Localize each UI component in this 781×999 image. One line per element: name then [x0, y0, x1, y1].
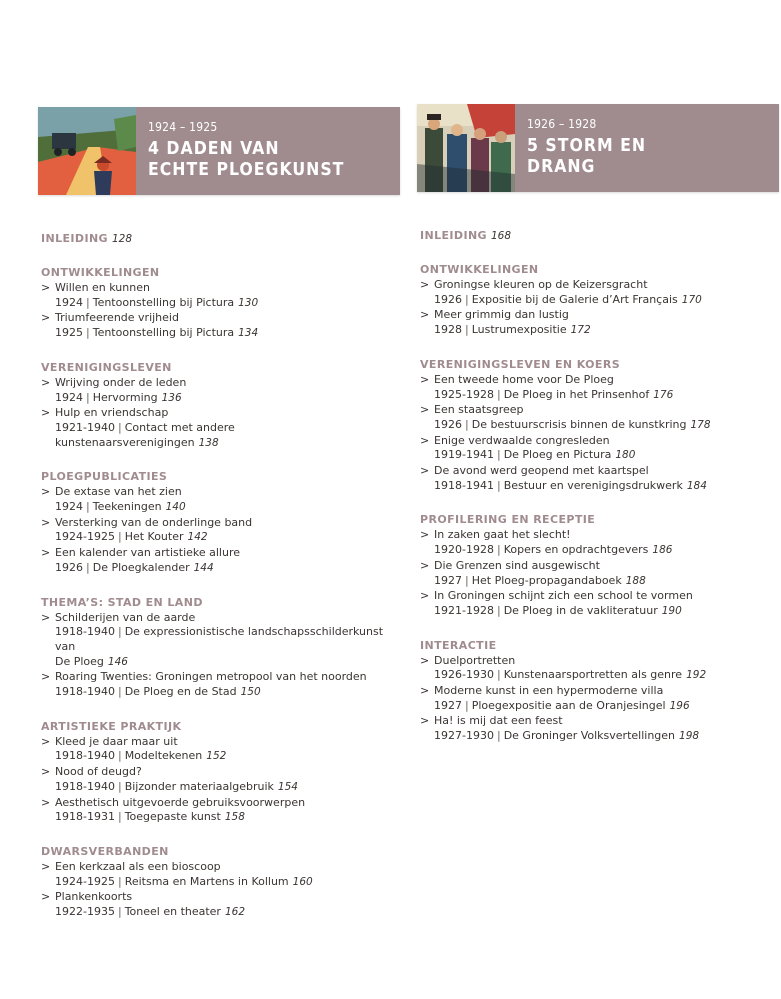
intro-line[interactable]	[41, 227, 400, 246]
page-number: 184	[686, 479, 707, 492]
entry-title	[38, 860, 400, 875]
toc-entry[interactable]	[38, 765, 400, 794]
entry-subtitle: Bijzonder materiaalgebruik	[124, 779, 274, 793]
entry-detail	[417, 604, 779, 619]
page-number: 146	[107, 655, 128, 668]
entry-title-text: Willen en kunnen	[55, 281, 150, 294]
entry-subtitle: De Ploeg en Pictura	[503, 448, 612, 462]
page-number: 160	[292, 875, 313, 888]
entry-subtitle: Kopers en opdrachtgevers	[503, 543, 649, 557]
toc-entry[interactable]	[38, 376, 400, 405]
toc-entry[interactable]	[417, 589, 779, 618]
page-number: 162	[224, 906, 246, 919]
chevron-right-icon: >	[420, 433, 430, 447]
section-heading: PROFILERING EN RECEPTIE	[420, 513, 596, 527]
intro-line[interactable]	[420, 224, 779, 243]
entry-title	[417, 464, 779, 479]
entry-subtitle: Modeltekenen	[124, 749, 203, 763]
entry-title	[417, 654, 779, 669]
entry-detail	[38, 905, 400, 920]
entry-years: 1924-1925	[55, 874, 115, 888]
separator: |	[117, 779, 122, 793]
toc-entry[interactable]	[417, 464, 779, 493]
entry-detail	[38, 749, 400, 764]
entry-title	[417, 714, 779, 729]
page-number: 190	[661, 604, 682, 617]
page-number: 138	[198, 436, 219, 449]
section-heading: VERENIGINGSLEVEN	[41, 360, 172, 374]
entry-title-text: Schilderijen van de aarde	[55, 610, 196, 624]
entry-subtitle: Contact met andere kunstenaarsverenigingen	[55, 420, 235, 449]
separator: |	[496, 729, 501, 743]
toc-section	[38, 470, 400, 575]
entry-subtitle: Tentoonstelling bij Pictura	[92, 326, 235, 340]
chapter-5-banner	[417, 104, 779, 192]
separator: |	[496, 387, 501, 401]
toc-entry[interactable]	[417, 278, 779, 307]
toc-entry[interactable]	[417, 434, 779, 463]
entry-title-text: Ha! is mij dat een feest	[434, 714, 563, 728]
separator: |	[496, 543, 501, 557]
entry-subtitle: De expressionistische landschapsschilderkunst van	[55, 625, 384, 653]
section-heading: INTERACTIE	[420, 638, 497, 652]
intro-label: INLEIDING	[41, 232, 108, 245]
entry-title-text: Kleed je daar maar uit	[55, 734, 178, 748]
entry-detail	[38, 296, 400, 311]
entry-subtitle: Toegepaste kunst	[124, 810, 221, 824]
entry-subtitle: Kunstenaarsportretten als genre	[503, 668, 683, 682]
entry-detail	[38, 655, 400, 670]
chevron-right-icon: >	[41, 765, 51, 779]
entry-years: 1921-1940	[55, 420, 115, 434]
entry-title-text: Moderne kunst in een hypermoderne villa	[434, 684, 664, 698]
entry-years: 1918-1941	[434, 478, 494, 492]
toc-entry[interactable]	[38, 516, 400, 545]
chevron-right-icon: >	[41, 485, 51, 499]
toc-entry[interactable]	[38, 890, 400, 919]
entry-detail	[417, 729, 779, 744]
page-number: 180	[615, 449, 636, 462]
separator: |	[117, 749, 122, 763]
toc-entry[interactable]	[38, 311, 400, 340]
entry-detail	[417, 323, 779, 338]
separator: |	[86, 390, 90, 404]
intro-label: INLEIDING	[420, 229, 487, 242]
page-number: 198	[679, 730, 700, 743]
chevron-right-icon: >	[420, 653, 430, 667]
chapter-4-banner	[38, 107, 400, 195]
entry-years: 1918-1940	[55, 685, 115, 699]
entry-title-text: Meer grimmig dan lustig	[434, 308, 569, 322]
page-number: 140	[165, 501, 186, 514]
entry-title	[417, 434, 779, 449]
chevron-right-icon: >	[420, 403, 430, 417]
section-heading: ARTISTIEKE PRAKTIJK	[41, 719, 182, 733]
entry-subtitle: Reitsma en Martens in Kollum	[124, 874, 289, 888]
chevron-right-icon: >	[420, 372, 430, 386]
entry-subtitle: Tentoonstelling bij Pictura	[92, 295, 235, 309]
entry-subtitle: Teekeningen	[92, 500, 162, 514]
entry-title	[38, 406, 400, 421]
entry-title-text: Duelportretten	[434, 653, 516, 667]
entry-years: 1919-1941	[434, 448, 494, 462]
section-heading: ONTWIKKELINGEN	[420, 263, 539, 276]
separator: |	[117, 810, 122, 824]
page-number: 150	[240, 686, 261, 699]
toc-section	[417, 513, 779, 618]
entry-subtitle: Het Ploeg-propagandaboek	[471, 573, 622, 587]
entry-title	[417, 559, 779, 574]
entry-years: 1918-1931	[55, 810, 115, 824]
toc-section	[417, 358, 779, 494]
entry-detail	[417, 448, 779, 463]
separator: |	[117, 874, 122, 888]
entry-title-text: Aesthetisch uitgevoerde gebruiksvoorwerpen	[55, 795, 306, 809]
entry-detail	[38, 326, 400, 341]
entry-years: 1926	[434, 417, 462, 431]
entry-title	[38, 376, 400, 391]
page-number: 152	[206, 750, 227, 763]
chevron-right-icon: >	[41, 281, 51, 294]
page-number: 196	[669, 699, 690, 712]
entry-title-text: In Groningen schijnt zich een school te vormen	[434, 589, 693, 603]
toc-section	[38, 845, 400, 920]
section-heading: ONTWIKKELINGEN	[41, 266, 160, 279]
entry-title-text: Nood of deugd?	[55, 765, 142, 779]
entry-detail	[417, 543, 779, 558]
chevron-right-icon: >	[41, 311, 51, 325]
toc-entry[interactable]	[38, 281, 400, 310]
entry-detail	[38, 780, 400, 795]
separator: |	[496, 668, 501, 682]
entry-detail	[417, 479, 779, 494]
page-number: 134	[238, 327, 259, 340]
entry-detail	[417, 699, 779, 714]
toc-entry[interactable]	[417, 403, 779, 432]
entry-subtitle: Expositie bij de Galerie d’Art Français	[471, 292, 678, 306]
entry-title	[417, 278, 779, 293]
chevron-right-icon: >	[41, 890, 51, 904]
chevron-right-icon: >	[420, 278, 430, 291]
entry-title-text: Die Grenzen sind ausgewischt	[434, 558, 600, 572]
toc-entry[interactable]	[417, 559, 779, 588]
entry-detail	[417, 574, 779, 589]
page-number: 188	[625, 574, 646, 587]
entry-years: 1926	[434, 292, 462, 306]
separator: |	[496, 448, 501, 462]
separator: |	[117, 530, 122, 544]
separator: |	[86, 326, 90, 340]
entry-title	[38, 611, 400, 626]
page-number: 142	[187, 531, 208, 544]
separator: |	[465, 573, 469, 587]
section-heading: PLOEGPUBLICATIES	[41, 470, 168, 484]
chapter-5-title-line2: DRANG	[527, 157, 596, 177]
page-number: 130	[238, 296, 259, 309]
entry-years: 1924-1925	[55, 530, 115, 544]
entry-title	[38, 796, 400, 811]
page-number: 192	[686, 669, 707, 682]
separator: |	[465, 292, 469, 306]
chevron-right-icon: >	[420, 714, 430, 728]
chapter-4-toc	[38, 227, 400, 920]
chevron-right-icon: >	[420, 558, 430, 572]
page-number: 168	[490, 230, 512, 242]
separator: |	[465, 417, 469, 431]
chevron-right-icon: >	[41, 859, 51, 873]
entry-years: 1918-1940	[55, 625, 115, 639]
entry-detail	[38, 561, 400, 576]
separator: |	[86, 295, 90, 309]
entry-years: 1921-1928	[434, 603, 494, 617]
entry-detail	[417, 668, 779, 683]
entry-title-text: Een kalender van artistieke allure	[55, 546, 241, 560]
toc-entry[interactable]	[38, 735, 400, 764]
chapter-4-painting-image	[38, 107, 136, 195]
entry-subtitle: Toneel en theater	[124, 905, 221, 919]
separator: |	[86, 500, 90, 514]
toc-entry[interactable]	[38, 406, 400, 450]
entry-title	[417, 528, 779, 543]
entry-subtitle: De bestuurscrisis binnen de kunstkring	[471, 417, 687, 431]
entry-subtitle: Het Kouter	[124, 530, 184, 544]
entry-title-text: In zaken gaat het slecht!	[434, 528, 571, 542]
separator: |	[496, 478, 501, 492]
chevron-right-icon: >	[41, 515, 51, 529]
entry-subtitle: De Ploegkalender	[92, 560, 190, 574]
chapter-4-years: 1924 – 1925	[148, 120, 218, 134]
entry-title	[38, 765, 400, 780]
page-number: 158	[224, 811, 245, 824]
entry-detail	[417, 293, 779, 308]
entry-years: 1918-1940	[55, 749, 115, 763]
entry-subtitle: De Ploeg en de Stad	[124, 685, 237, 699]
entry-title	[38, 311, 400, 326]
entry-detail	[417, 388, 779, 403]
entry-detail	[38, 685, 400, 700]
entry-detail	[38, 625, 400, 654]
entry-title	[417, 684, 779, 699]
separator: |	[465, 698, 469, 712]
chevron-right-icon: >	[41, 795, 51, 809]
separator: |	[86, 560, 90, 574]
entry-years: 1925-1928	[434, 387, 494, 401]
entry-title-text: Groningse kleuren op de Keizersgracht	[434, 278, 648, 291]
entry-detail	[38, 875, 400, 890]
chapter-4-title-line1: 4 DADEN VAN	[148, 139, 280, 159]
chevron-right-icon: >	[420, 589, 430, 603]
chapter-5-painting-image	[417, 104, 515, 192]
entry-years: 1927-1930	[434, 729, 494, 743]
entry-subtitle: Hervorming	[92, 390, 158, 404]
chevron-right-icon: >	[41, 734, 51, 748]
entry-subtitle: Ploegexpositie aan de Oranjesingel	[471, 698, 666, 712]
entry-title	[417, 308, 779, 323]
chevron-right-icon: >	[41, 610, 51, 624]
entry-years: 1926-1930	[434, 668, 494, 682]
entry-title-text: Versterking van de onderlinge band	[55, 515, 253, 529]
chapter-5-years: 1926 – 1928	[527, 117, 597, 131]
entry-subtitle: Lustrumexpositie	[471, 323, 567, 337]
entry-title-text: Wrijving onder de leden	[55, 375, 187, 389]
entry-years: 1922-1935	[55, 905, 115, 919]
toc-entry[interactable]	[38, 670, 400, 699]
chevron-right-icon: >	[420, 528, 430, 542]
toc-entry[interactable]	[417, 308, 779, 337]
entry-title-text: Een kerkzaal als een bioscoop	[55, 859, 221, 873]
chevron-right-icon: >	[420, 684, 430, 698]
entry-years: 1927	[434, 698, 462, 712]
chevron-right-icon: >	[41, 546, 51, 560]
chapter-4-column	[38, 107, 400, 920]
separator: |	[465, 323, 469, 337]
entry-title-text: Een staatsgreep	[434, 403, 524, 417]
toc-entry[interactable]	[417, 654, 779, 683]
page-number: 136	[161, 391, 182, 404]
toc-entry[interactable]	[417, 373, 779, 402]
page-number: 144	[193, 561, 214, 574]
entry-subtitle: De Ploeg	[55, 654, 104, 668]
entry-detail	[38, 500, 400, 515]
separator: |	[117, 685, 122, 699]
entry-title	[38, 516, 400, 531]
entry-title	[417, 373, 779, 388]
entry-title-text: Een tweede home voor De Ploeg	[434, 372, 614, 386]
entry-years: 1928	[434, 323, 462, 337]
chevron-right-icon: >	[41, 406, 51, 420]
toc-entry[interactable]	[417, 684, 779, 713]
entry-years: 1926	[55, 560, 83, 574]
page-number: 186	[652, 544, 673, 557]
entry-subtitle: Bestuur en verenigingsdrukwerk	[503, 478, 683, 492]
entry-title	[38, 735, 400, 750]
entry-title-text: Enige verdwaalde congresleden	[434, 433, 610, 447]
separator: |	[117, 905, 122, 919]
chapter-5-toc	[417, 224, 779, 744]
toc-entry[interactable]	[38, 485, 400, 514]
section-heading: DWARSVERBANDEN	[41, 844, 169, 858]
entry-subtitle: De Ploeg in het Prinsenhof	[503, 387, 650, 401]
entry-title	[38, 890, 400, 905]
chapter-5-title-line1: 5 STORM EN	[527, 136, 647, 156]
entry-years: 1924	[55, 390, 83, 404]
entry-title-text: Triumfeerende vrijheid	[55, 311, 179, 325]
entry-title	[417, 589, 779, 604]
entry-title	[38, 670, 400, 685]
chevron-right-icon: >	[41, 670, 51, 684]
entry-detail	[417, 418, 779, 433]
chevron-right-icon: >	[420, 464, 430, 478]
entry-title-text: Roaring Twenties: Groningen metropool van het noorden	[55, 670, 367, 684]
entry-title-text: Hulp en vriendschap	[55, 406, 169, 420]
entry-title-text: De avond werd geopend met kaartspel	[434, 464, 649, 478]
entry-detail	[38, 530, 400, 545]
toc-entry[interactable]	[38, 796, 400, 825]
entry-detail	[38, 810, 400, 825]
entry-detail	[38, 421, 400, 450]
entry-subtitle: De Groninger Volksvertellingen	[503, 729, 676, 743]
page-number: 176	[653, 388, 674, 401]
toc-section	[38, 361, 400, 451]
separator: |	[117, 625, 122, 639]
entry-title	[417, 403, 779, 418]
entry-years: 1924	[55, 295, 83, 309]
toc-section	[38, 266, 400, 341]
entry-title	[38, 281, 400, 296]
entry-title-text: Plankenkoorts	[55, 890, 133, 904]
entry-detail	[38, 391, 400, 406]
entry-title-text: De extase van het zien	[55, 485, 182, 499]
section-heading: VERENIGINGSLEVEN EN KOERS	[420, 357, 621, 371]
separator: |	[117, 420, 122, 434]
entry-years: 1927	[434, 573, 462, 587]
chevron-right-icon: >	[420, 308, 430, 322]
chapter-5-column	[417, 104, 779, 744]
entry-years: 1925	[55, 326, 83, 340]
page-number: 172	[570, 324, 591, 337]
toc-entry[interactable]	[417, 528, 779, 557]
chapter-4-title-line2: ECHTE PLOEGKUNST	[148, 160, 345, 180]
entry-subtitle: De Ploeg in de vakliteratuur	[503, 603, 658, 617]
entry-title	[38, 546, 400, 561]
entry-years: 1920-1928	[434, 543, 494, 557]
toc-section	[38, 596, 400, 700]
toc-entry[interactable]	[417, 714, 779, 743]
page-number: 154	[277, 780, 298, 793]
toc-section	[417, 263, 779, 338]
toc-entry[interactable]	[38, 860, 400, 889]
toc-entry[interactable]	[38, 546, 400, 575]
page-number: 128	[111, 233, 133, 245]
chevron-right-icon: >	[41, 375, 51, 389]
toc-section	[417, 639, 779, 744]
toc-section	[38, 720, 400, 825]
entry-years: 1924	[55, 500, 83, 514]
toc-entry[interactable]	[38, 611, 400, 670]
section-heading: THEMA’S: STAD EN LAND	[41, 595, 203, 609]
page-number: 170	[681, 293, 702, 306]
page-number: 178	[690, 418, 711, 431]
separator: |	[496, 603, 501, 617]
entry-title	[38, 485, 400, 500]
entry-years: 1918-1940	[55, 779, 115, 793]
